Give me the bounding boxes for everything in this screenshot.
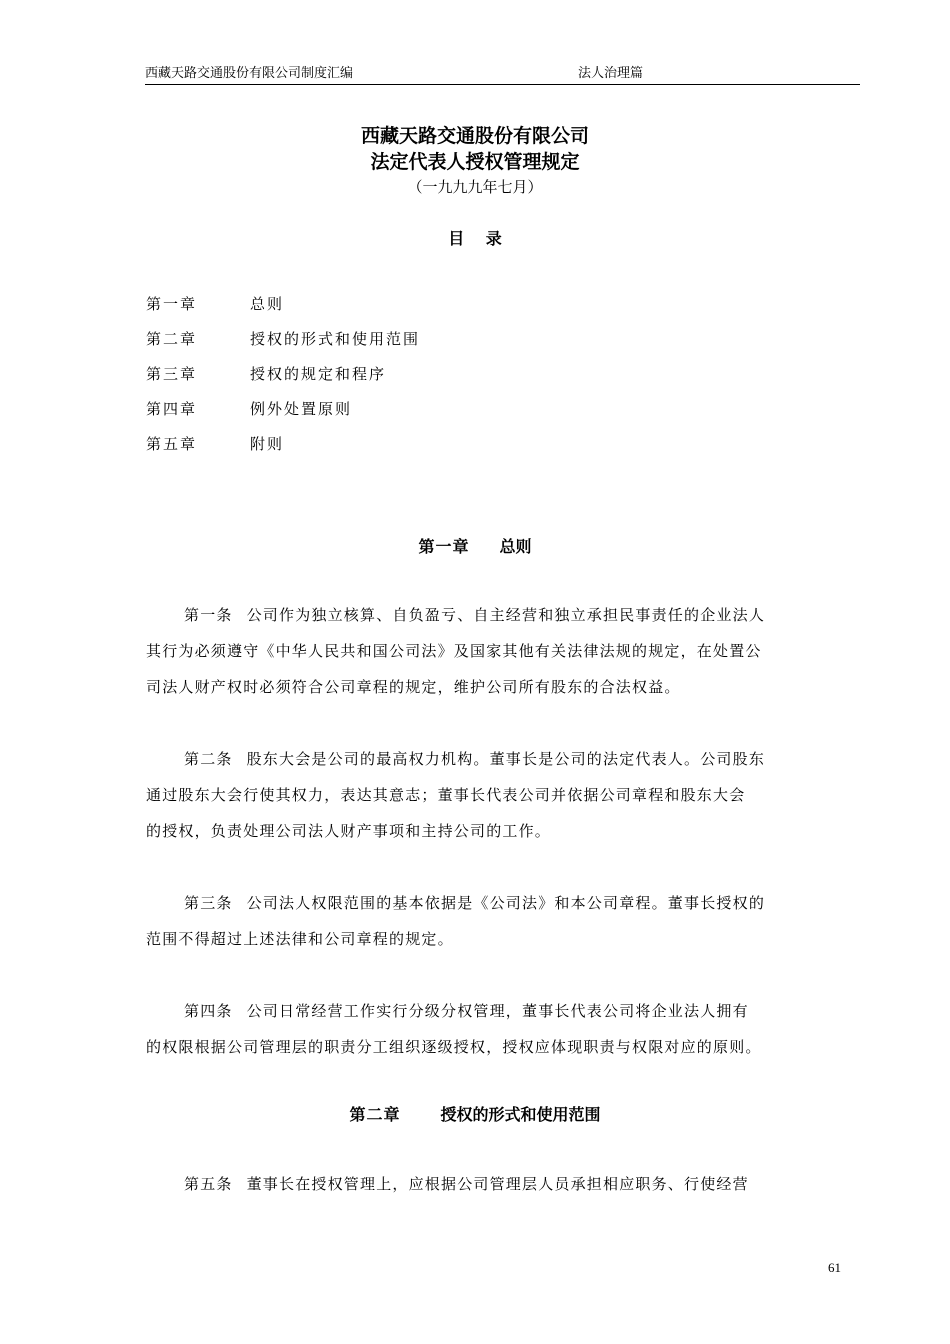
document-title: 法定代表人授权管理规定 (370, 151, 580, 173)
header-left-text: 西藏天路交通股份有限公司制度汇编 (145, 66, 354, 81)
paragraph-line: 第二条 股东大会是公司的最高权力机构。董事长是公司的法定代表人。公司股东 (184, 750, 766, 768)
article-label: 第四条 (184, 1002, 233, 1020)
toc-item (146, 362, 546, 397)
toc-chapter-number: 第二章 (146, 330, 198, 348)
toc-heading: 目 录 (448, 229, 502, 248)
paragraph-line: 范围不得超过上述法律和公司章程的规定。 (146, 930, 454, 948)
paragraph-line: 的权限根据公司管理层的职责分工组织逐级授权，授权应体现职责与权限对应的原则。 (146, 1038, 762, 1056)
article-2 (146, 741, 858, 849)
table-of-contents (146, 292, 546, 467)
paragraph-line: 第四条 公司日常经营工作实行分级分权管理，董事长代表公司将企业法人拥有 (184, 1002, 749, 1020)
article-4 (146, 993, 858, 1065)
article-label: 第五条 (184, 1175, 233, 1193)
toc-chapter-name: 例外处置原则 (250, 400, 353, 418)
chapter-name: 授权的形式和使用范围 (440, 1105, 601, 1124)
toc-chapter-number: 第五章 (146, 435, 198, 453)
toc-chapter-name: 附则 (250, 435, 285, 453)
paragraph-line: 司法人财产权时必须符合公司章程的规定，维护公司所有股东的合法权益。 (146, 678, 681, 696)
article-1 (146, 597, 858, 705)
toc-chapter-number: 第四章 (146, 400, 198, 418)
paragraph-line: 第三条 公司法人权限范围的基本依据是《公司法》和本公司章程。董事长授权的 (184, 894, 766, 912)
toc-chapter-name: 授权的规定和程序 (250, 365, 387, 383)
header-right-text: 法人治理篇 (578, 66, 644, 81)
toc-item (146, 432, 546, 467)
toc-item (146, 327, 546, 362)
toc-chapter-number: 第三章 (146, 365, 198, 383)
company-title: 西藏天路交通股份有限公司 (360, 125, 589, 147)
paragraph-line: 的授权，负责处理公司法人财产事项和主持公司的工作。 (146, 822, 552, 840)
toc-item (146, 397, 546, 432)
chapter-1-heading (0, 535, 950, 559)
article-3 (146, 885, 858, 957)
chapter-number: 第一章 (418, 537, 470, 556)
article-label: 第二条 (184, 750, 233, 768)
chapter-name: 总则 (499, 537, 532, 556)
page-header (145, 66, 860, 85)
page-number: 61 (828, 1260, 841, 1275)
paragraph-line: 第一条 公司作为独立核算、自负盈亏、自主经营和独立承担民事责任的企业法人 (184, 606, 766, 624)
chapter-2-heading (0, 1103, 950, 1127)
paragraph-line: 第五条 董事长在授权管理上，应根据公司管理层人员承担相应职务、行使经营 (184, 1175, 749, 1193)
article-label: 第一条 (184, 606, 233, 624)
toc-chapter-name: 总则 (250, 295, 285, 313)
toc-chapter-number: 第一章 (146, 295, 198, 313)
paragraph-line: 通过股东大会行使其权力，表达其意志；董事长代表公司并依据公司章程和股东大会 (146, 786, 746, 804)
chapter-number: 第二章 (349, 1105, 401, 1124)
toc-item (146, 292, 546, 327)
article-label: 第三条 (184, 894, 233, 912)
paragraph-line: 其行为必须遵守《中华人民共和国公司法》及国家其他有关法律法规的规定，在处置公 (146, 642, 762, 660)
toc-chapter-name: 授权的形式和使用范围 (250, 330, 421, 348)
article-5 (146, 1166, 858, 1202)
document-date: （一九九九年七月） (407, 178, 543, 196)
